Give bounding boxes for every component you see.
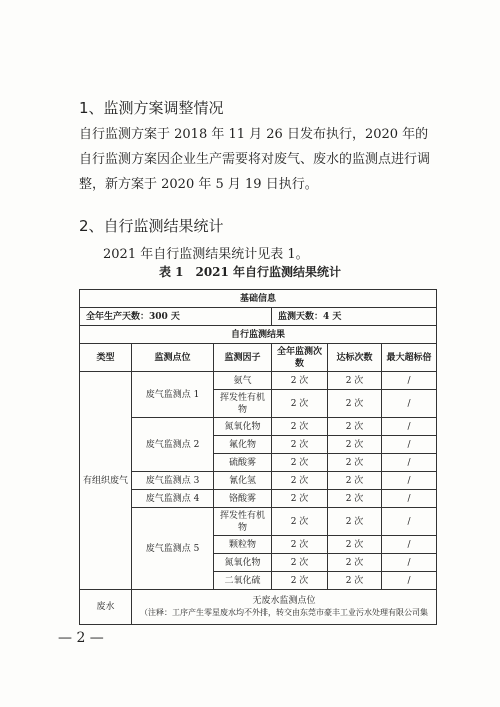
count-cell: 2 次 <box>272 418 328 436</box>
production-days: 全年生产天数：300 天 <box>80 308 272 326</box>
point-cell: 废气监测点 5 <box>132 508 214 590</box>
table-row <box>80 418 437 436</box>
count-cell: 2 次 <box>272 554 328 572</box>
max-cell: / <box>382 372 437 390</box>
factor-cell: 氮氧化物 <box>214 554 272 572</box>
count-cell: 2 次 <box>272 572 328 590</box>
pass-cell: 2 次 <box>328 554 382 572</box>
table-header-row <box>80 344 437 372</box>
water-note-cell <box>132 590 437 625</box>
factor-cell: 氨气 <box>214 372 272 390</box>
factor-cell: 氰化氢 <box>214 472 272 490</box>
monitoring-days: 监测天数：4 天 <box>272 308 437 326</box>
table-row <box>80 326 437 344</box>
factor-cell: 氮氧化物 <box>214 418 272 436</box>
header-type: 类型 <box>80 344 132 372</box>
max-cell: / <box>382 418 437 436</box>
water-none-text: 无废水监测点位 <box>252 596 316 606</box>
pass-cell: 2 次 <box>328 390 382 418</box>
header-annual-count: 全年监测次数 <box>272 344 328 372</box>
table-row <box>80 590 437 625</box>
table-row <box>80 290 437 308</box>
factor-cell: 颗粒物 <box>214 536 272 554</box>
factor-cell: 挥发性有机物 <box>214 390 272 418</box>
pass-cell: 2 次 <box>328 436 382 454</box>
pass-cell: 2 次 <box>328 536 382 554</box>
point-cell: 废气监测点 4 <box>132 490 214 508</box>
factor-cell: 二氧化硫 <box>214 572 272 590</box>
max-cell: / <box>382 536 437 554</box>
count-cell: 2 次 <box>272 472 328 490</box>
count-cell: 2 次 <box>272 436 328 454</box>
results-title: 自行监测结果 <box>80 326 437 344</box>
count-cell: 2 次 <box>272 508 328 536</box>
section-2-intro: 2021 年自行监测结果统计见表 1。 <box>103 247 309 262</box>
pass-cell: 2 次 <box>328 490 382 508</box>
header-pass-count: 达标次数 <box>328 344 382 372</box>
table-row <box>80 472 437 490</box>
point-cell: 废气监测点 2 <box>132 418 214 472</box>
count-cell: 2 次 <box>272 490 328 508</box>
factor-cell: 铬酸雾 <box>214 490 272 508</box>
pass-cell: 2 次 <box>328 472 382 490</box>
pass-cell: 2 次 <box>328 572 382 590</box>
factor-cell: 硫酸雾 <box>214 454 272 472</box>
pass-cell: 2 次 <box>328 418 382 436</box>
point-cell: 废气监测点 1 <box>132 372 214 418</box>
monitoring-results-table <box>79 289 437 625</box>
water-note-text: （注释：工序产生零星废水均不外排，转交由东莞市豪丰工业污水处理有限公司集 <box>140 608 429 617</box>
count-cell: 2 次 <box>272 454 328 472</box>
table-row <box>80 308 437 326</box>
table-row <box>80 490 437 508</box>
table-row <box>80 508 437 536</box>
table-caption: 表 1 2021 年自行监测结果统计 <box>158 265 342 279</box>
max-cell: / <box>382 472 437 490</box>
max-cell: / <box>382 490 437 508</box>
max-cell: / <box>382 454 437 472</box>
count-cell: 2 次 <box>272 536 328 554</box>
max-cell: / <box>382 390 437 418</box>
header-point: 监测点位 <box>132 344 214 372</box>
pass-cell: 2 次 <box>328 508 382 536</box>
type-cell-gas: 有组织废气 <box>80 372 132 590</box>
max-cell: / <box>382 554 437 572</box>
section-1-body: 自行监测方案于 2018 年 11 月 26 日发布执行，2020 年的自行监测方案因企业生产需要将对废气、废水的监测点进行调整，新方案于 2020 年 5 月 19 日执行。 <box>79 127 431 192</box>
header-factor: 监测因子 <box>214 344 272 372</box>
point-cell: 废气监测点 3 <box>132 472 214 490</box>
basic-info-title: 基础信息 <box>80 290 437 308</box>
max-cell: / <box>382 572 437 590</box>
type-cell-water: 废水 <box>80 590 132 625</box>
section-2-heading: 2、自行监测结果统计 <box>79 217 224 235</box>
table-row <box>80 372 437 390</box>
pass-cell: 2 次 <box>328 372 382 390</box>
section-1-heading: 1、监测方案调整情况 <box>79 99 224 117</box>
factor-cell: 氟化物 <box>214 436 272 454</box>
page-number: — 2 — <box>58 630 104 646</box>
count-cell: 2 次 <box>272 390 328 418</box>
header-max-exceed: 最大超标倍 <box>382 344 437 372</box>
factor-cell: 挥发性有机物 <box>214 508 272 536</box>
pass-cell: 2 次 <box>328 454 382 472</box>
count-cell: 2 次 <box>272 372 328 390</box>
max-cell: / <box>382 508 437 536</box>
max-cell: / <box>382 436 437 454</box>
